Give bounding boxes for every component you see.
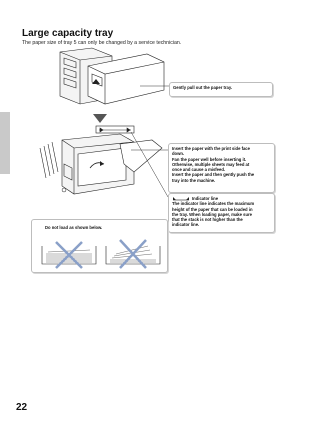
callout-insert-line-5: once and cause a misfeed. (172, 167, 226, 173)
callout-do-not-load (31, 219, 168, 273)
callout-insert-line-7: tray into the machine. (172, 177, 216, 183)
callout-insert-line-6: Insert the paper and then gently push the (172, 172, 255, 178)
wrong-load-illustration-2 (102, 234, 164, 270)
callout-insert-line-3: Fan the paper well before inserting it. (172, 156, 247, 162)
do-not-load-label: Do not load as shown below. (45, 225, 103, 230)
indicator-line-5: indicator line. (172, 222, 200, 228)
callout-indicator-line (168, 193, 275, 233)
callout-insert-paper (168, 143, 275, 193)
callout-insert-line-2: down. (172, 151, 185, 157)
page-number: 22 (16, 402, 28, 413)
indicator-title: Indicator line (192, 196, 219, 201)
indicator-line-4: that the stack is not higher than the (172, 217, 243, 223)
indicator-line-3: the tray. When loading paper, make sure (172, 211, 252, 217)
page-subtitle: The paper size of tray 5 can only be changed by a service technician. (22, 40, 182, 46)
indicator-line-2: height of the paper that can be loaded in (172, 206, 253, 212)
callout-insert-line-1: Insert the paper with the print side face (172, 146, 250, 151)
indicator-line-1: The indicator line indicates the maximum (172, 201, 255, 207)
wrong-load-illustration-1 (38, 234, 100, 270)
page-title: Large capacity tray (22, 28, 114, 39)
callout-pull-out-text: Gently pull out the paper tray. (173, 85, 233, 90)
callout-insert-line-4: Otherwise, multiple sheets may feed at (172, 161, 250, 167)
